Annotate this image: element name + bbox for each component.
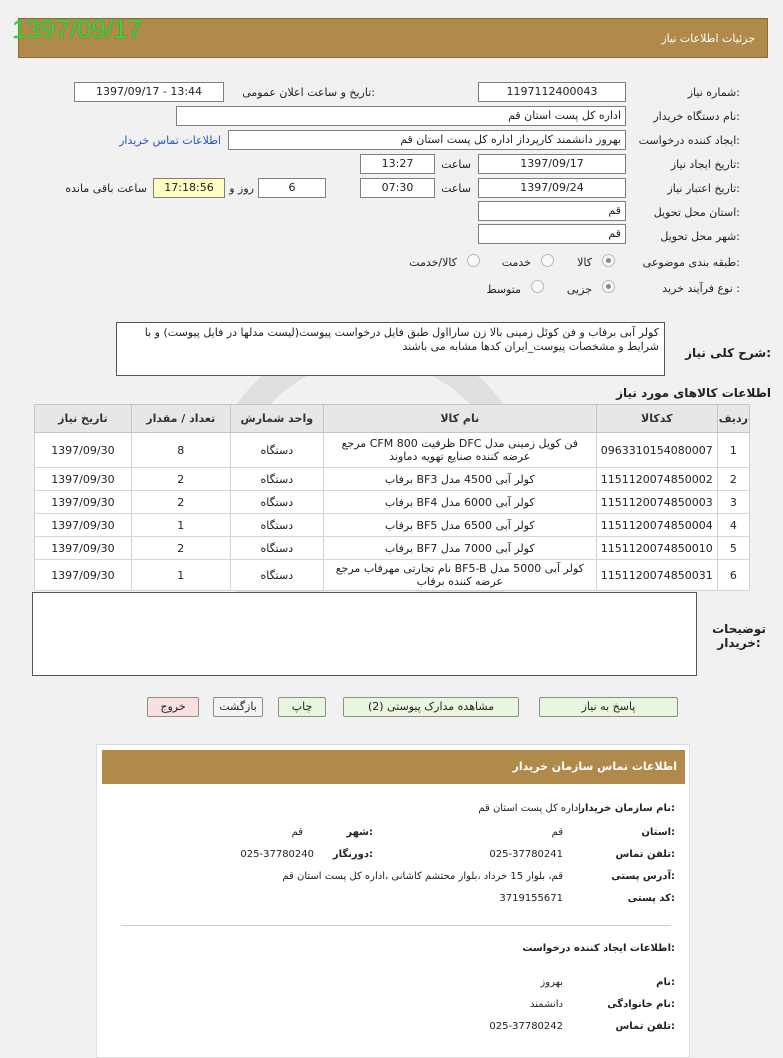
description-box: کولر آبی برفاب و فن کوئل زمینی بالا زن سارااول طبق فایل درخواست پیوست(لیست مدلها در فایل پیوست) و با شرایط و مشخصات پیوست_ایران کدها مشابه می باشند: [116, 322, 665, 376]
contact-fax-value: 025-37780240: [240, 849, 314, 860]
col-name: نام کالا: [323, 405, 596, 433]
process-radio-medium[interactable]: [531, 280, 544, 293]
contact-org-label: نام سازمان خریدار:: [579, 803, 675, 814]
cell-unit: دستگاه: [230, 560, 323, 591]
table-row[interactable]: [35, 433, 750, 468]
validity-time-field: 07:30: [360, 178, 435, 198]
creator-phone-label: تلفن تماس:: [615, 1021, 675, 1032]
items-title: اطلاعات کالاهای مورد نیاز: [616, 386, 771, 400]
creator-phone-value: 025-37780242: [489, 1021, 563, 1032]
contact-city-value: قم: [291, 827, 303, 838]
table-row[interactable]: [35, 468, 750, 491]
col-code: کدکالا: [596, 405, 717, 433]
buyer-notes-label: توضیحات خریدار:: [712, 622, 766, 650]
cell-code: 1151120074850031: [596, 560, 717, 591]
announce-field: 1397/09/17 - 13:44: [74, 82, 224, 102]
cell-name: کولر آبی 6000 مدل BF4 برفاب: [323, 491, 596, 514]
creator-field: بهروز دانشمند کارپرداز اداره کل پست استان قم: [228, 130, 626, 150]
cell-date: 1397/09/30: [35, 468, 132, 491]
cell-date: 1397/09/30: [35, 491, 132, 514]
days-field: 6: [258, 178, 326, 198]
col-date: تاریخ نیاز: [35, 405, 132, 433]
creator-info-title: اطلاعات ایجاد کننده درخواست:: [522, 943, 675, 954]
col-row: ردیف: [717, 405, 749, 433]
cell-code: 1151120074850004: [596, 514, 717, 537]
table-header-row: [35, 405, 750, 433]
cell-row: 5: [717, 537, 749, 560]
province-field: قم: [478, 201, 626, 221]
creator-family-label: نام خانوادگی:: [607, 999, 675, 1010]
cell-code: 1151120074850010: [596, 537, 717, 560]
validity-time-label: ساعت: [441, 182, 471, 195]
table-row[interactable]: [35, 560, 750, 591]
col-qty: تعداد / مقدار: [131, 405, 230, 433]
cell-qty: 2: [131, 537, 230, 560]
contact-card-header: [102, 750, 685, 784]
buyer-notes-box: [32, 592, 697, 676]
contact-postal-value: 3719155671: [499, 893, 563, 904]
city-field: قم: [478, 224, 626, 244]
contact-province-value: قم: [551, 827, 563, 838]
cell-date: 1397/09/30: [35, 433, 132, 468]
need-number-field: 1197112400043: [478, 82, 626, 102]
city-label: شهر محل تحویل:: [660, 230, 740, 243]
cell-date: 1397/09/30: [35, 514, 132, 537]
category-label: طبقه بندی موضوعی:: [642, 256, 740, 269]
cell-qty: 2: [131, 468, 230, 491]
date-stamp: 1397/09/17: [12, 14, 143, 44]
contact-card-title: اطلاعات تماس سازمان خریدار: [512, 760, 677, 773]
contact-phone-value: 025-37780241: [489, 849, 563, 860]
validity-label: تاریخ اعتبار نیاز:: [667, 182, 740, 195]
cell-code: 0963310154080007: [596, 433, 717, 468]
creator-name-label: نام:: [656, 977, 675, 988]
buyer-org-label: نام دستگاه خریدار:: [653, 110, 740, 123]
creator-label: ایجاد کننده درخواست:: [638, 134, 740, 147]
back-button[interactable]: بازگشت: [213, 697, 263, 717]
creator-family-value: دانشمند: [530, 999, 563, 1010]
contact-province-label: استان:: [641, 827, 675, 838]
cell-row: 3: [717, 491, 749, 514]
validity-date-field: 1397/09/24: [478, 178, 626, 198]
process-option-minor: جزیی: [566, 283, 592, 296]
province-label: استان محل تحویل:: [653, 206, 740, 219]
category-option-service: خدمت: [501, 256, 531, 269]
table-row[interactable]: [35, 491, 750, 514]
table-row[interactable]: [35, 537, 750, 560]
cell-row: 1: [717, 433, 749, 468]
attachments-button[interactable]: مشاهده مدارک پیوستی (2): [343, 697, 519, 717]
category-radio-service[interactable]: [541, 254, 554, 267]
contact-address-value: قم، بلوار 15 خرداد ،بلوار محتشم کاشانی ،اداره کل پست استان قم: [282, 871, 563, 882]
process-option-medium: متوسط: [486, 283, 521, 296]
days-label: روز و: [229, 182, 254, 195]
cell-name: کولر آبی 4500 مدل BF3 برفاب: [323, 468, 596, 491]
creator-name-value: بهروز: [540, 977, 563, 988]
category-radio-both[interactable]: [467, 254, 480, 267]
cell-name: کولر آبی 7000 مدل BF7 برفاب: [323, 537, 596, 560]
remaining-label: ساعت باقی مانده: [65, 182, 147, 195]
category-option-goods: کالا: [577, 256, 592, 269]
contact-address-label: آدرس پستی:: [611, 871, 675, 882]
create-time-label: ساعت: [441, 158, 471, 171]
cell-qty: 8: [131, 433, 230, 468]
create-date-field: 1397/09/17: [478, 154, 626, 174]
cell-row: 6: [717, 560, 749, 591]
cell-unit: دستگاه: [230, 468, 323, 491]
cell-qty: 1: [131, 514, 230, 537]
cell-unit: دستگاه: [230, 491, 323, 514]
cell-qty: 2: [131, 491, 230, 514]
description-label: شرح کلی نیاز:: [685, 346, 771, 360]
cell-unit: دستگاه: [230, 433, 323, 468]
col-unit: واحد شمارش: [230, 405, 323, 433]
process-label: نوع فرآیند خرید :: [662, 282, 740, 295]
contact-city-label: شهر:: [346, 827, 373, 838]
category-option-both: کالا/خدمت: [409, 256, 457, 269]
contact-phone-label: تلفن تماس:: [615, 849, 675, 860]
cell-name: فن کویل زمینی مدل DFC ظرفیت CFM 800 مرجع عرضه کننده صنایع تهویه دماوند: [323, 433, 596, 468]
create-time-field: 13:27: [360, 154, 435, 174]
category-radio-goods[interactable]: [602, 254, 615, 267]
process-radio-minor[interactable]: [602, 280, 615, 293]
exit-button[interactable]: خروج: [147, 697, 199, 717]
create-date-label: تاریخ ایجاد نیاز:: [670, 158, 740, 171]
cell-qty: 1: [131, 560, 230, 591]
items-table: [34, 404, 750, 591]
page-title: جزئیات اطلاعات نیاز: [661, 32, 755, 45]
cell-unit: دستگاه: [230, 514, 323, 537]
need-number-label: شماره نیاز:: [687, 86, 740, 99]
cell-unit: دستگاه: [230, 537, 323, 560]
contact-fax-label: دورنگار:: [332, 849, 373, 860]
cell-row: 4: [717, 514, 749, 537]
cell-row: 2: [717, 468, 749, 491]
print-button[interactable]: چاپ: [278, 697, 326, 717]
contact-card: [96, 744, 690, 1058]
cell-name: کولر آبی 6500 مدل BF5 برفاب: [323, 514, 596, 537]
buyer-contact-link[interactable]: اطلاعات تماس خریدار: [119, 134, 221, 147]
remaining-time-field: 17:18:56: [153, 178, 225, 198]
buyer-org-field: اداره کل پست استان قم: [176, 106, 626, 126]
contact-postal-label: کد پستی:: [627, 893, 675, 904]
announce-label: تاریخ و ساعت اعلان عمومی:: [242, 86, 375, 99]
cell-name: کولر آبی 5000 مدل BF5-B نام تجارتی مهرفاب مرجع عرضه کننده برفاب: [323, 560, 596, 591]
cell-code: 1151120074850003: [596, 491, 717, 514]
table-row[interactable]: [35, 514, 750, 537]
contact-divider: [121, 925, 671, 926]
contact-org-value: اداره کل پست استان قم: [478, 803, 581, 814]
cell-code: 1151120074850002: [596, 468, 717, 491]
cell-date: 1397/09/30: [35, 537, 132, 560]
reply-button[interactable]: پاسخ به نیاز: [539, 697, 678, 717]
cell-date: 1397/09/30: [35, 560, 132, 591]
